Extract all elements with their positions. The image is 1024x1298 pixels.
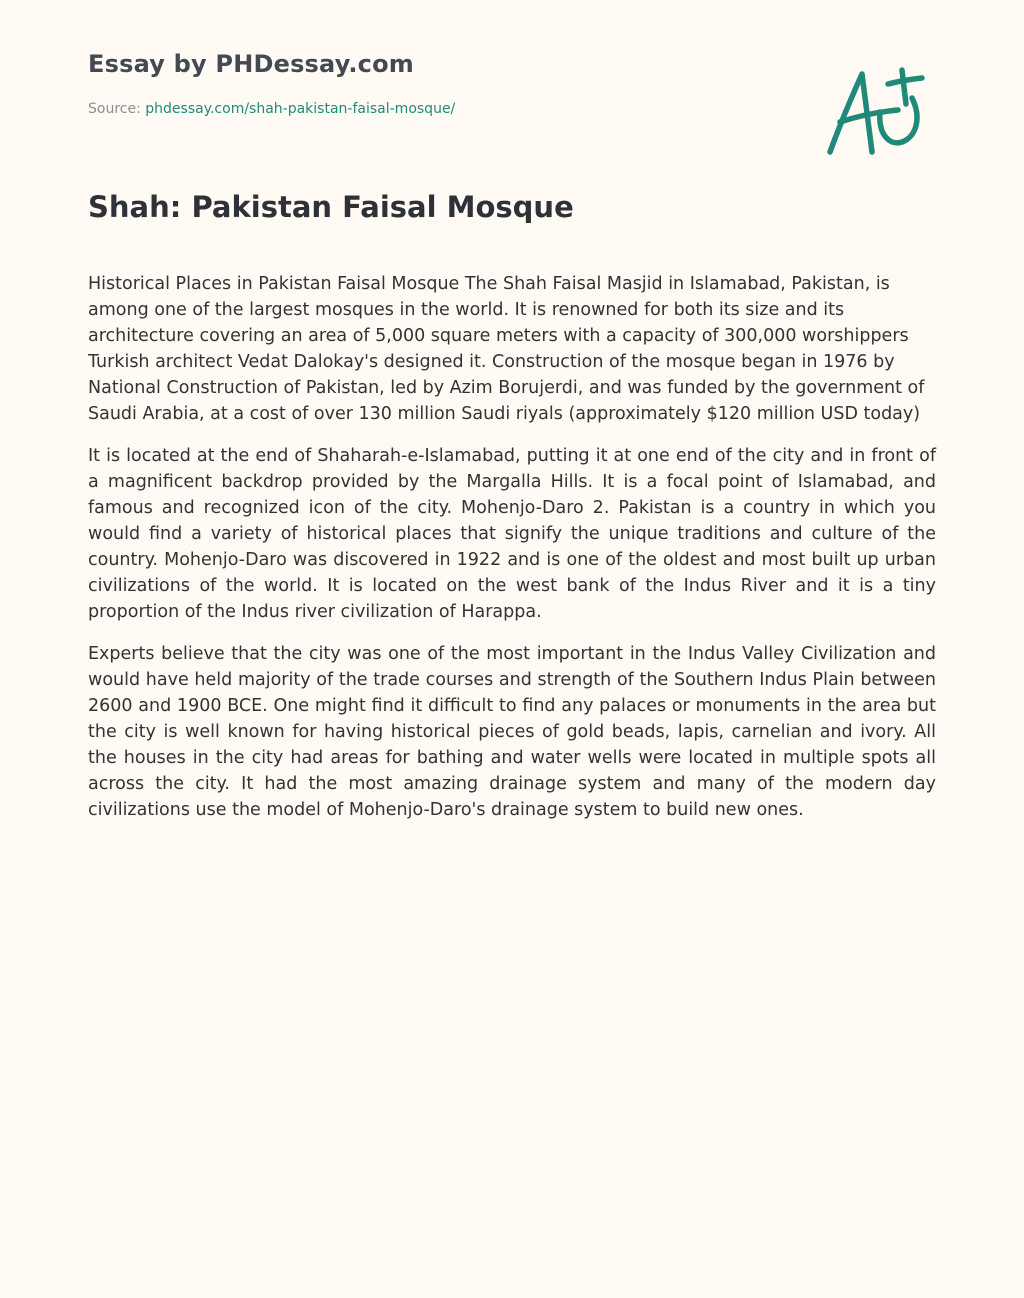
a-plus-grade-icon bbox=[818, 60, 934, 164]
essay-paragraph: It is located at the end of Shaharah-e-Islamabad, putting it at one end of the city and in front of a magnificent backdrop provided by the Margalla Hills. It is a focal point of Islamabad, and famous and recognized icon of the city. Mohenjo-Daro 2. Pakistan is a country in which you would find a variety of historical places that signify the unique traditions and culture of the country. Mohenjo-Daro was discovered in 1922 and is one of the oldest and most built up urban civilizations of the world. It is located on the west bank of the Indus River and it is a tiny proportion of the Indus river civilization of Harappa. bbox=[88, 446, 936, 622]
source-link[interactable]: phdessay.com/shah-pakistan-faisal-mosque/ bbox=[145, 101, 456, 117]
essay-body bbox=[88, 271, 936, 839]
essay-paragraph: Historical Places in Pakistan Faisal Mosque The Shah Faisal Masjid in Islamabad, Pakistan, is among one of the largest mosques in the world. It is renowned for both its size and its architecture covering an area of 5,000 square meters with a capacity of 300,000 worshippers Turkish architect Vedat Dalokay's designed it. Construction of the mosque began in 1976 by National Construction of Pakistan, led by Azim Borujerdi, and was funded by the government of Saudi Arabia, at a cost of over 130 million Saudi riyals (approximately $120 million USD today) bbox=[88, 274, 925, 424]
source-label: Source: bbox=[88, 101, 141, 117]
source-line bbox=[88, 101, 455, 117]
essay-paragraph: Experts believe that the city was one of the most important in the Indus Valley Civilization and would have held majority of the trade courses and strength of the Southern Indus Plain between 2600 and 1900 BCE. One might find it difficult to find any palaces or monuments in the area but the city is well known for having historical pieces of gold beads, lapis, carnelian and ivory. All the houses in the city had areas for bathing and water wells were located in multiple spots all across the city. It had the most amazing drainage system and many of the modern day civilizations use the model of Mohenjo-Daro's drainage system to build new ones. bbox=[88, 644, 936, 820]
site-title: Essay by PHDessay.com bbox=[88, 50, 414, 78]
essay-title: Shah: Pakistan Faisal Mosque bbox=[88, 190, 574, 224]
